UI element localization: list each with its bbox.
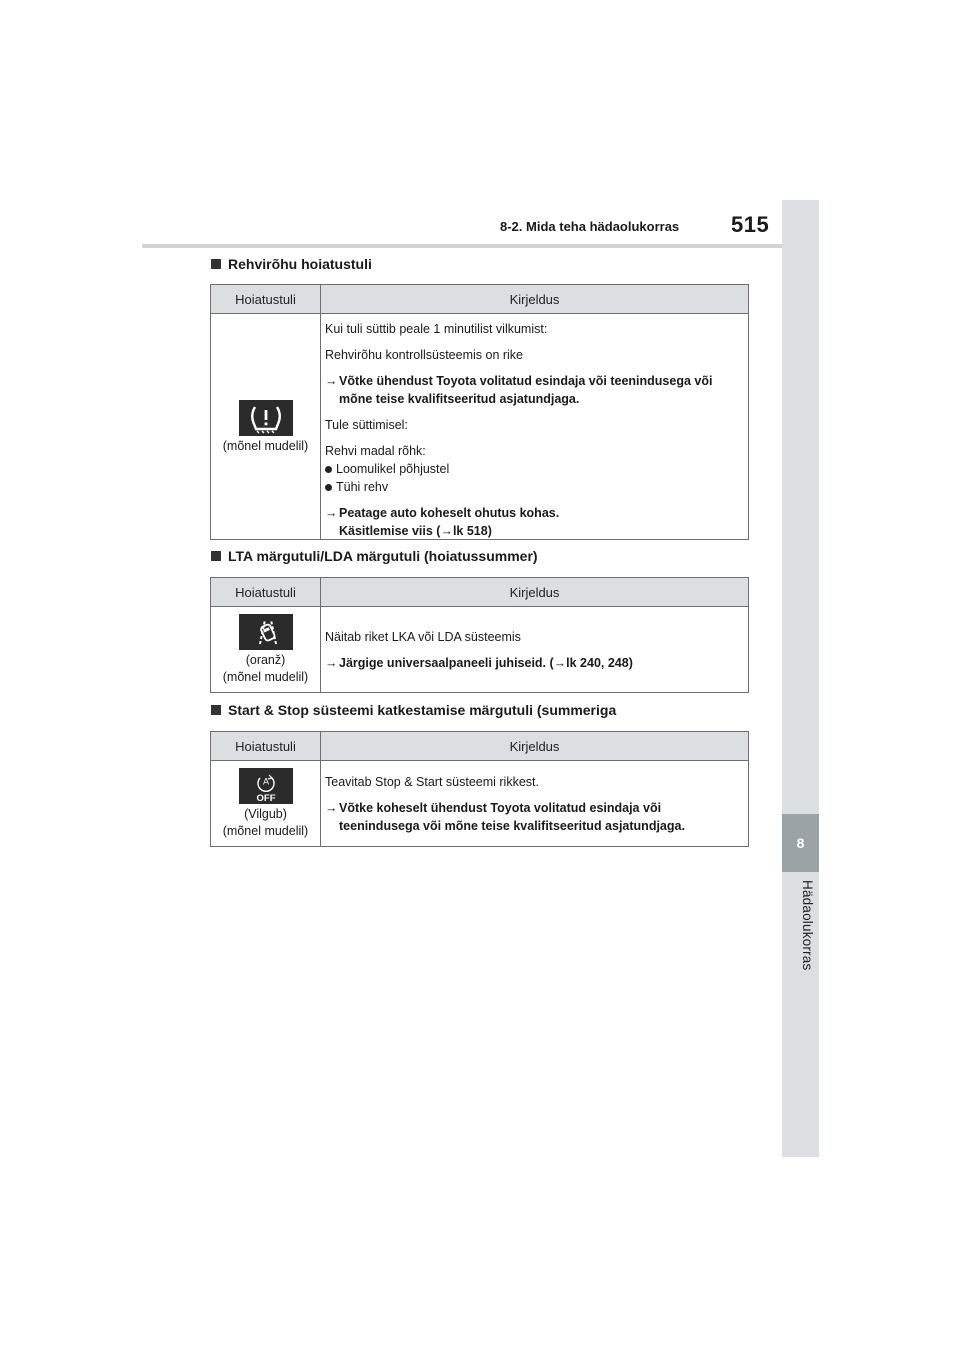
square-bullet-icon: [211, 551, 221, 561]
action-instruction: [325, 372, 742, 408]
icon-text: OFF: [256, 793, 275, 803]
action-text: Järgige universaalpaneeli juhiseid. (→lk 240, 248): [339, 656, 633, 670]
header-divider: [142, 244, 782, 248]
svg-text:A: A: [262, 776, 269, 787]
tire-pressure-warning-icon: [239, 400, 293, 436]
lane-departure-warning-icon: [239, 614, 293, 650]
column-header-warning-light: Hoiatustuli: [211, 285, 321, 313]
description-text: Rehvirõhu kontrollsüsteemis on rike: [325, 348, 524, 362]
description-cell: [321, 607, 748, 693]
icon-caption: (mõnel mudelil): [222, 824, 309, 838]
arrow-icon: →: [325, 506, 338, 520]
description-text: Näitab riket LKA või LDA süsteemis: [325, 630, 521, 644]
description-cell: [321, 761, 748, 847]
warning-light-cell: [211, 314, 321, 540]
description-text: Kui tuli süttib peale 1 minutilist vilkumist:: [325, 322, 548, 336]
page-reference: Käsitlemise viis (→lk 518): [339, 524, 492, 538]
warning-light-cell: [211, 761, 321, 847]
column-header-description: Kirjeldus: [509, 291, 560, 307]
chapter-label: Hädaolukorras: [800, 880, 815, 971]
action-instruction: [325, 654, 742, 672]
description-text: Teavitab Stop & Start süsteemi rikkest.: [325, 775, 539, 789]
warning-light-cell: [211, 607, 321, 693]
description-text: Rehvi madal rõhk:: [325, 444, 426, 458]
arrow-icon: →: [325, 801, 338, 815]
list-item-text: Tühi rehv: [336, 480, 389, 494]
description-text: Tule süttimisel:: [325, 418, 408, 432]
bullet-icon: [325, 460, 336, 478]
section-reference: 8-2. Mida teha hädaolukorras: [500, 219, 680, 234]
section-heading-tire-pressure: [211, 256, 372, 272]
action-text-line: Peatage auto koheselt ohutus kohas.: [339, 506, 560, 520]
icon-caption: (mõnel mudelil): [222, 438, 309, 453]
section-title: LTA märgutuli/LDA märgutuli (hoiatussummer): [228, 548, 538, 564]
square-bullet-icon: [211, 259, 221, 269]
chapter-number: 8: [782, 814, 819, 872]
warning-table-lta-lda: [210, 577, 749, 693]
action-text: Võtke ühendust Toyota volitatud esindaja või teenindusega või mõne teise kvalifitseeritud asjatundjaga.: [339, 374, 713, 406]
list-item: [325, 460, 742, 478]
description-cell: [321, 314, 748, 540]
action-instruction: [325, 504, 742, 540]
column-header-warning-light: Hoiatustuli: [211, 732, 321, 760]
action-text: Võtke koheselt ühendust Toyota volitatud esindaja või teenindusega või mõne teise kvalifitseeritud asjatundjaga.: [339, 801, 685, 833]
column-header-warning-light: Hoiatustuli: [211, 578, 321, 606]
section-heading-lta-lda: [211, 548, 538, 564]
list-item: [325, 478, 742, 496]
arrow-icon: →: [325, 374, 338, 388]
arrow-icon: →: [325, 656, 338, 670]
action-text: [339, 504, 559, 540]
warning-table-tire-pressure: [210, 284, 749, 540]
column-header-description: Kirjeldus: [509, 738, 560, 754]
icon-caption: (mõnel mudelil): [222, 670, 309, 684]
table-row: [211, 607, 748, 693]
page-number: 515: [731, 212, 770, 237]
table-header: [211, 285, 748, 314]
table-row: [211, 314, 748, 540]
section-title: Rehvirõhu hoiatustuli: [228, 256, 372, 272]
list-item-text: Loomulikel põhjustel: [336, 462, 450, 476]
icon-caption: (Vilgub): [244, 807, 287, 821]
warning-table-start-stop: [210, 731, 749, 847]
auto-stop-off-icon: [239, 768, 293, 804]
square-bullet-icon: [211, 705, 221, 715]
table-header: [211, 578, 748, 607]
icon-caption: (oranž): [245, 653, 286, 667]
action-instruction: [325, 799, 742, 835]
section-title: Start & Stop süsteemi katkestamise märgutuli (summeriga: [228, 702, 617, 718]
table-header: [211, 732, 748, 761]
table-row: [211, 761, 748, 847]
chapter-side-tab: [782, 200, 819, 1157]
section-heading-start-stop: [211, 702, 616, 718]
bullet-icon: [325, 478, 336, 496]
column-header-description: Kirjeldus: [509, 584, 560, 600]
